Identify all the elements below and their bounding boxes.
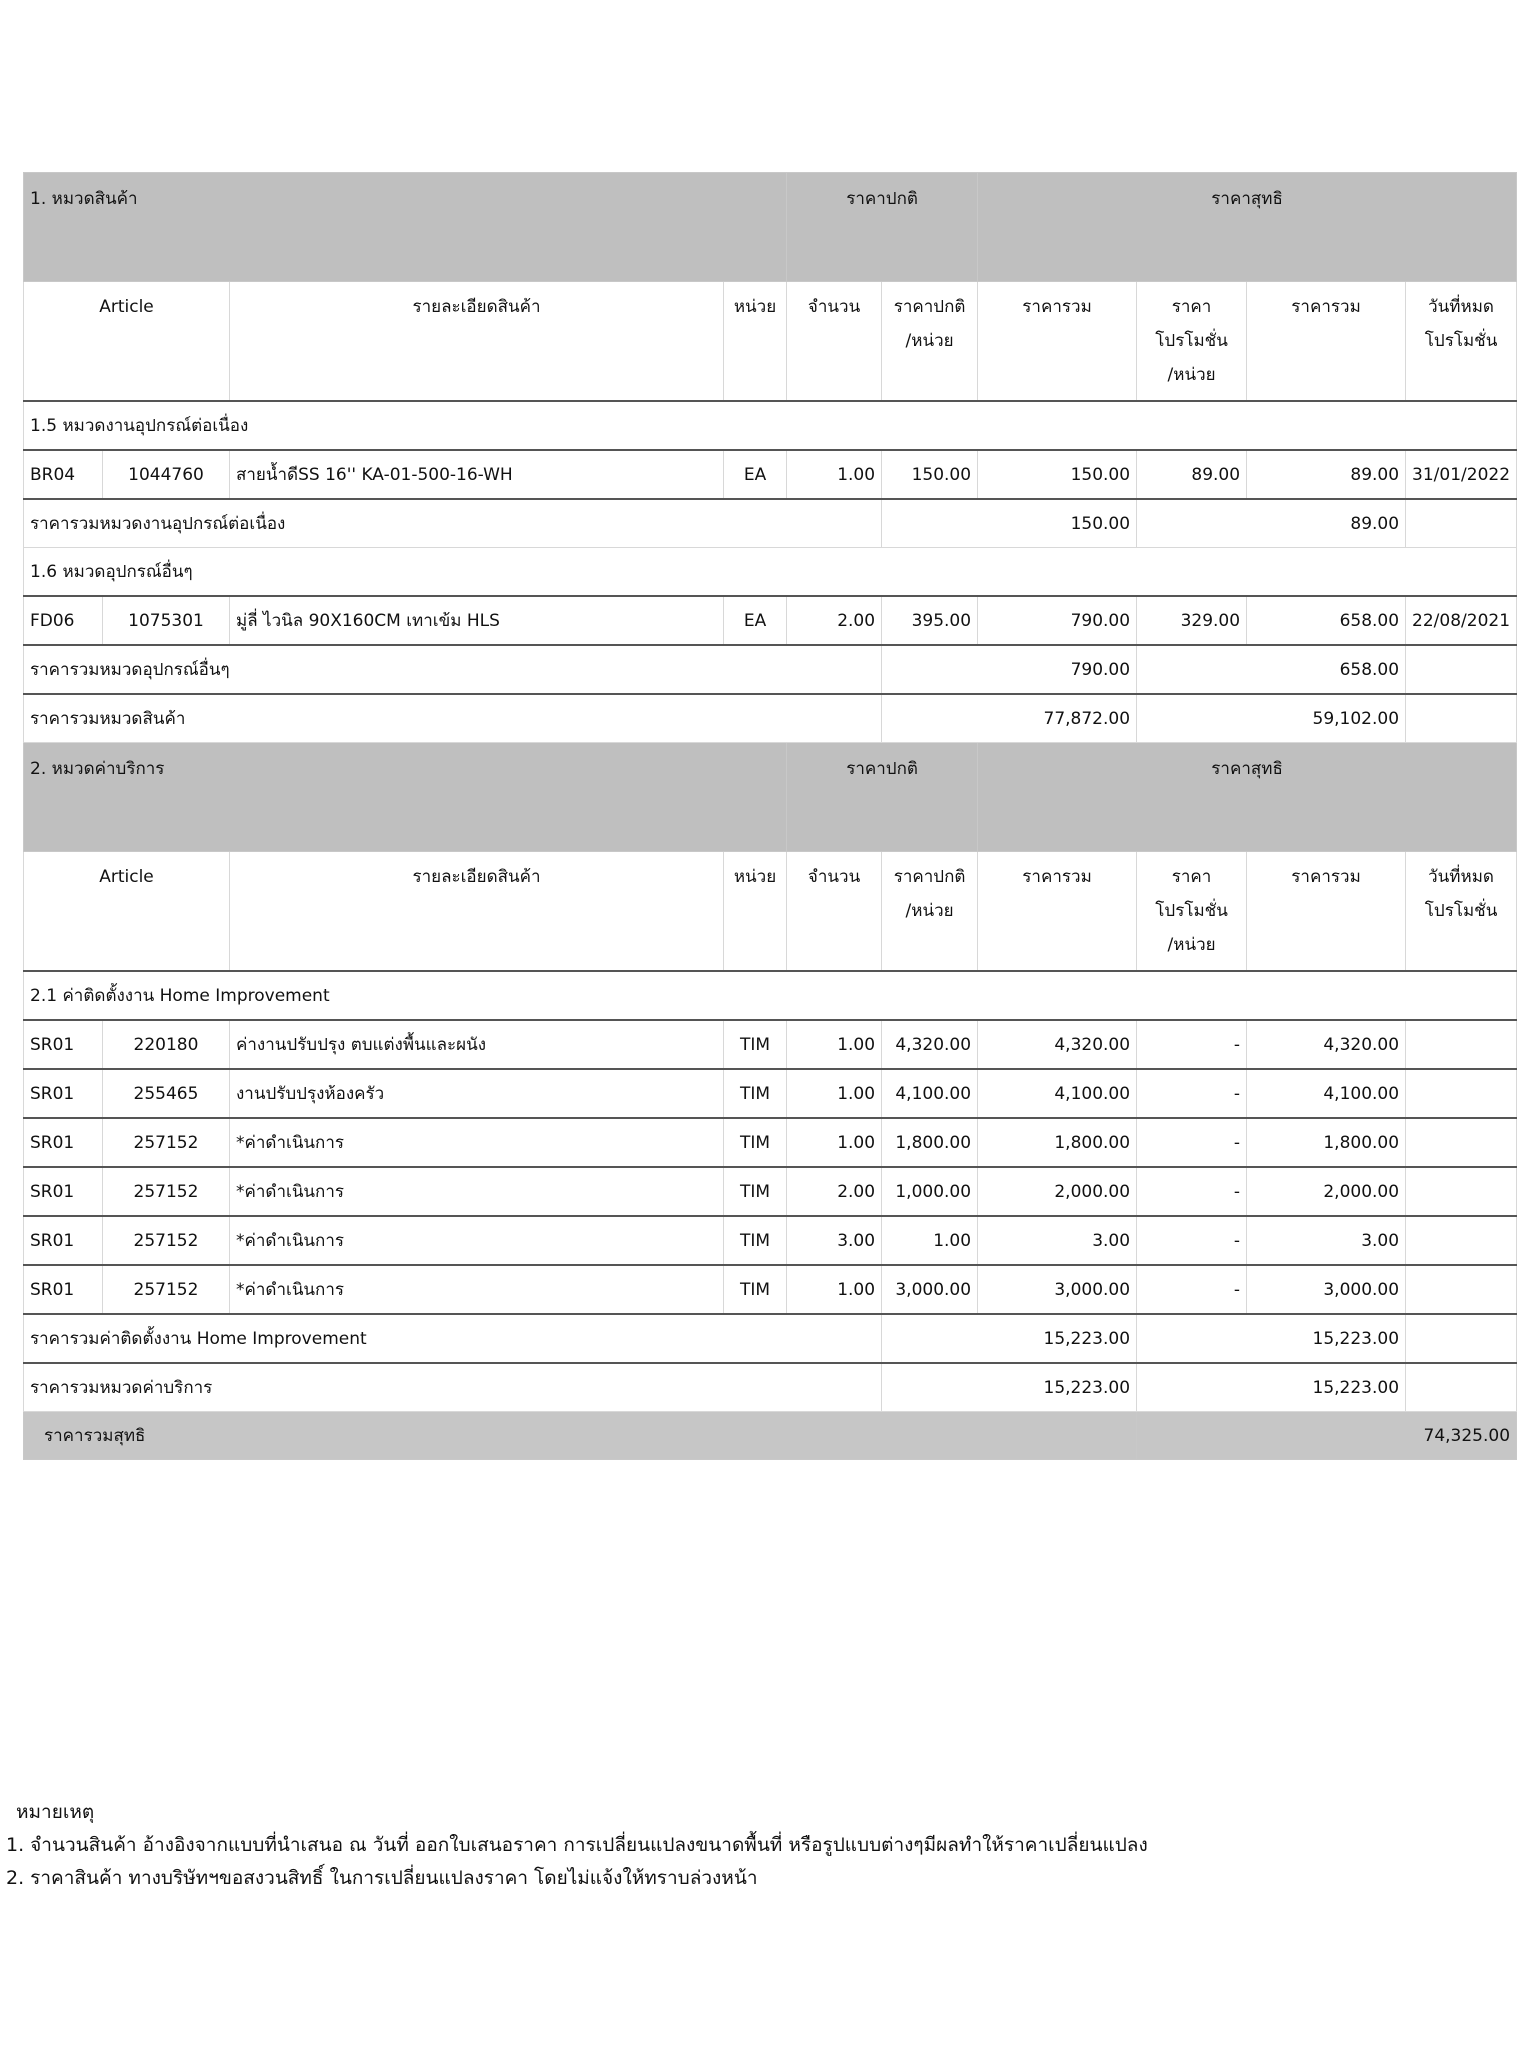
item-total: 3,000.00	[978, 1265, 1137, 1314]
col-description: รายละเอียดสินค้า	[230, 282, 724, 402]
item-promo-end	[1406, 1020, 1517, 1069]
group-title-row	[24, 401, 1517, 450]
group-title: 2.1 ค่าติดตั้งงาน Home Improvement	[24, 971, 1517, 1020]
item-row	[24, 596, 1517, 645]
item-promo-total: 3.00	[1247, 1216, 1406, 1265]
column-header-line: โปรโมชั่น	[1155, 901, 1228, 921]
subtotal-normal: 150.00	[882, 499, 1137, 548]
item-unit-price: 395.00	[882, 596, 978, 645]
item-total: 3.00	[978, 1216, 1137, 1265]
column-header-line: /หน่วย	[905, 901, 954, 921]
item-unit: TIM	[724, 1216, 787, 1265]
item-row	[24, 1167, 1517, 1216]
item-article: 1044760	[103, 450, 230, 499]
col-unit: หน่วย	[724, 852, 787, 972]
item-promo-total: 4,320.00	[1247, 1020, 1406, 1069]
item-code: SR01	[24, 1118, 103, 1167]
empty-cell	[1406, 499, 1517, 548]
note-item-2: 2. ราคาสินค้า ทางบริษัทฯขอสงวนสิทธิ์ ในการเปลี่ยนแปลงราคา โดยไม่แจ้งให้ทราบล่วงหน้า	[6, 1867, 758, 1889]
column-header-line: /หน่วย	[1167, 935, 1216, 955]
item-row	[24, 1020, 1517, 1069]
note-item-1: 1. จำนวนสินค้า อ้างอิงจากแบบที่นำเสนอ ณ วันที่ ออกใบเสนอราคา การเปลี่ยนแปลงขนาดพื้นที่ หรือรูปแบบต่างๆมีผลทำให้ราคาเปลี่ยนแปลง	[6, 1834, 1148, 1856]
item-promo-end: 31/01/2022	[1406, 450, 1517, 499]
item-description: *ค่าดำเนินการ	[230, 1216, 724, 1265]
section-total-normal: 77,872.00	[882, 694, 1137, 743]
item-unit-price: 1.00	[882, 1216, 978, 1265]
item-article: 255465	[103, 1069, 230, 1118]
item-description: มู่ลี่ ไวนิล 90X160CM เทาเข้ม HLS	[230, 596, 724, 645]
section-total-net: 15,223.00	[1137, 1363, 1406, 1412]
item-description: *ค่าดำเนินการ	[230, 1167, 724, 1216]
header-normal-price: ราคาปกติ	[787, 743, 978, 852]
item-code: SR01	[24, 1216, 103, 1265]
item-row	[24, 1118, 1517, 1167]
group-title-row	[24, 548, 1517, 597]
item-article: 1075301	[103, 596, 230, 645]
item-unit-price: 1,800.00	[882, 1118, 978, 1167]
item-promo-unit-price: -	[1137, 1020, 1247, 1069]
item-promo-end	[1406, 1167, 1517, 1216]
item-promo-unit-price: -	[1137, 1167, 1247, 1216]
subtotal-row	[24, 645, 1517, 694]
subtotal-row	[24, 1314, 1517, 1363]
item-unit-price: 4,320.00	[882, 1020, 978, 1069]
subtotal-row	[24, 499, 1517, 548]
item-article: 257152	[103, 1118, 230, 1167]
item-quantity: 1.00	[787, 450, 882, 499]
subtotal-net: 89.00	[1137, 499, 1406, 548]
column-header-line: โปรโมชั่น	[1424, 901, 1498, 921]
item-total: 790.00	[978, 596, 1137, 645]
item-quantity: 3.00	[787, 1216, 882, 1265]
notes-title: หมายเหตุ	[16, 1801, 95, 1823]
item-promo-unit-price: -	[1137, 1216, 1247, 1265]
section-header	[24, 173, 1517, 282]
item-quantity: 2.00	[787, 596, 882, 645]
item-promo-unit-price: -	[1137, 1265, 1247, 1314]
item-quantity: 2.00	[787, 1167, 882, 1216]
col-promo-unit-price	[1137, 852, 1247, 972]
section-total-row	[24, 1363, 1517, 1412]
section-total-label: ราคารวมหมวดสินค้า	[24, 694, 882, 743]
item-total: 4,100.00	[978, 1069, 1137, 1118]
item-total: 2,000.00	[978, 1167, 1137, 1216]
quotation-table-body	[24, 173, 1517, 1460]
section-title: 1. หมวดสินค้า	[24, 173, 787, 282]
item-unit: TIM	[724, 1069, 787, 1118]
item-description: งานปรับปรุงห้องครัว	[230, 1069, 724, 1118]
column-header-line: ราคา	[1171, 297, 1212, 317]
grand-total-label: ราคารวมสุทธิ	[24, 1412, 1137, 1460]
section-total-row	[24, 694, 1517, 743]
column-header-line: ราคาปกติ	[893, 867, 966, 887]
subtotal-label: ราคารวมค่าติดตั้งงาน Home Improvement	[24, 1314, 882, 1363]
section-total-label: ราคารวมหมวดค่าบริการ	[24, 1363, 882, 1412]
item-article: 257152	[103, 1216, 230, 1265]
item-row	[24, 1216, 1517, 1265]
notes	[6, 1796, 1148, 1895]
subtotal-label: ราคารวมหมวดงานอุปกรณ์ต่อเนื่อง	[24, 499, 882, 548]
item-unit: EA	[724, 596, 787, 645]
item-code: SR01	[24, 1069, 103, 1118]
item-promo-unit-price: -	[1137, 1069, 1247, 1118]
col-unit-price	[882, 852, 978, 972]
group-title-row	[24, 971, 1517, 1020]
section-total-net: 59,102.00	[1137, 694, 1406, 743]
item-promo-total: 658.00	[1247, 596, 1406, 645]
header-net-price: ราคาสุทธิ	[978, 173, 1517, 282]
group-title: 1.6 หมวดอุปกรณ์อื่นๆ	[24, 548, 1517, 597]
item-unit-price: 3,000.00	[882, 1265, 978, 1314]
item-description: *ค่าดำเนินการ	[230, 1118, 724, 1167]
item-promo-total: 4,100.00	[1247, 1069, 1406, 1118]
item-promo-unit-price: -	[1137, 1118, 1247, 1167]
subtotal-normal: 790.00	[882, 645, 1137, 694]
item-unit-price: 4,100.00	[882, 1069, 978, 1118]
col-unit-price	[882, 282, 978, 402]
header-net-price: ราคาสุทธิ	[978, 743, 1517, 852]
column-header-line: ราคาปกติ	[893, 297, 966, 317]
item-row	[24, 450, 1517, 499]
item-article: 257152	[103, 1167, 230, 1216]
item-promo-total: 89.00	[1247, 450, 1406, 499]
empty-cell	[1406, 1314, 1517, 1363]
item-code: SR01	[24, 1167, 103, 1216]
col-promo-end	[1406, 282, 1517, 402]
item-promo-end	[1406, 1118, 1517, 1167]
item-promo-total: 2,000.00	[1247, 1167, 1406, 1216]
empty-cell	[1406, 694, 1517, 743]
col-promo-total: ราคารวม	[1247, 852, 1406, 972]
header-normal-price: ราคาปกติ	[787, 173, 978, 282]
item-total: 150.00	[978, 450, 1137, 499]
grand-total-value: 74,325.00	[1137, 1412, 1517, 1460]
column-header-line: โปรโมชั่น	[1155, 331, 1228, 351]
item-quantity: 1.00	[787, 1265, 882, 1314]
item-total: 4,320.00	[978, 1020, 1137, 1069]
item-unit: TIM	[724, 1020, 787, 1069]
item-unit: TIM	[724, 1118, 787, 1167]
subtotal-label: ราคารวมหมวดอุปกรณ์อื่นๆ	[24, 645, 882, 694]
item-unit: TIM	[724, 1167, 787, 1216]
item-code: BR04	[24, 450, 103, 499]
item-code: SR01	[24, 1020, 103, 1069]
item-description: ค่างานปรับปรุง ตบแต่งพื้นและผนัง	[230, 1020, 724, 1069]
col-promo-unit-price	[1137, 282, 1247, 402]
col-total: ราคารวม	[978, 282, 1137, 402]
subtotal-net: 658.00	[1137, 645, 1406, 694]
col-quantity: จำนวน	[787, 852, 882, 972]
item-promo-total: 3,000.00	[1247, 1265, 1406, 1314]
item-unit: EA	[724, 450, 787, 499]
empty-cell	[1406, 645, 1517, 694]
col-promo-total: ราคารวม	[1247, 282, 1406, 402]
group-title: 1.5 หมวดงานอุปกรณ์ต่อเนื่อง	[24, 401, 1517, 450]
item-promo-end	[1406, 1265, 1517, 1314]
col-promo-end	[1406, 852, 1517, 972]
col-description: รายละเอียดสินค้า	[230, 852, 724, 972]
item-code: SR01	[24, 1265, 103, 1314]
col-article: Article	[24, 282, 230, 402]
item-description: *ค่าดำเนินการ	[230, 1265, 724, 1314]
item-promo-total: 1,800.00	[1247, 1118, 1406, 1167]
item-promo-end	[1406, 1216, 1517, 1265]
section-title: 2. หมวดค่าบริการ	[24, 743, 787, 852]
empty-cell	[1406, 1363, 1517, 1412]
item-promo-end: 22/08/2021	[1406, 596, 1517, 645]
column-header-line: /หน่วย	[905, 331, 954, 351]
item-code: FD06	[24, 596, 103, 645]
item-unit: TIM	[724, 1265, 787, 1314]
grand-total-row	[24, 1412, 1517, 1460]
subtotal-normal: 15,223.00	[882, 1314, 1137, 1363]
col-total: ราคารวม	[978, 852, 1137, 972]
item-row	[24, 1069, 1517, 1118]
column-header-line: โปรโมชั่น	[1424, 331, 1498, 351]
item-promo-end	[1406, 1069, 1517, 1118]
column-header-row	[24, 282, 1517, 402]
section-header	[24, 743, 1517, 852]
col-article: Article	[24, 852, 230, 972]
column-header-line: วันที่หมด	[1428, 867, 1494, 887]
item-description: สายน้ำดีSS 16'' KA-01-500-16-WH	[230, 450, 724, 499]
item-unit-price: 150.00	[882, 450, 978, 499]
item-promo-unit-price: 89.00	[1137, 450, 1247, 499]
item-quantity: 1.00	[787, 1118, 882, 1167]
item-quantity: 1.00	[787, 1020, 882, 1069]
item-unit-price: 1,000.00	[882, 1167, 978, 1216]
item-row	[24, 1265, 1517, 1314]
col-quantity: จำนวน	[787, 282, 882, 402]
subtotal-net: 15,223.00	[1137, 1314, 1406, 1363]
quotation-table	[23, 172, 1517, 1460]
section-total-normal: 15,223.00	[882, 1363, 1137, 1412]
item-total: 1,800.00	[978, 1118, 1137, 1167]
quotation-sheet	[23, 172, 1516, 1460]
item-article: 220180	[103, 1020, 230, 1069]
item-quantity: 1.00	[787, 1069, 882, 1118]
column-header-line: ราคา	[1171, 867, 1212, 887]
column-header-line: วันที่หมด	[1428, 297, 1494, 317]
item-promo-unit-price: 329.00	[1137, 596, 1247, 645]
item-article: 257152	[103, 1265, 230, 1314]
column-header-row	[24, 852, 1517, 972]
col-unit: หน่วย	[724, 282, 787, 402]
column-header-line: /หน่วย	[1167, 365, 1216, 385]
